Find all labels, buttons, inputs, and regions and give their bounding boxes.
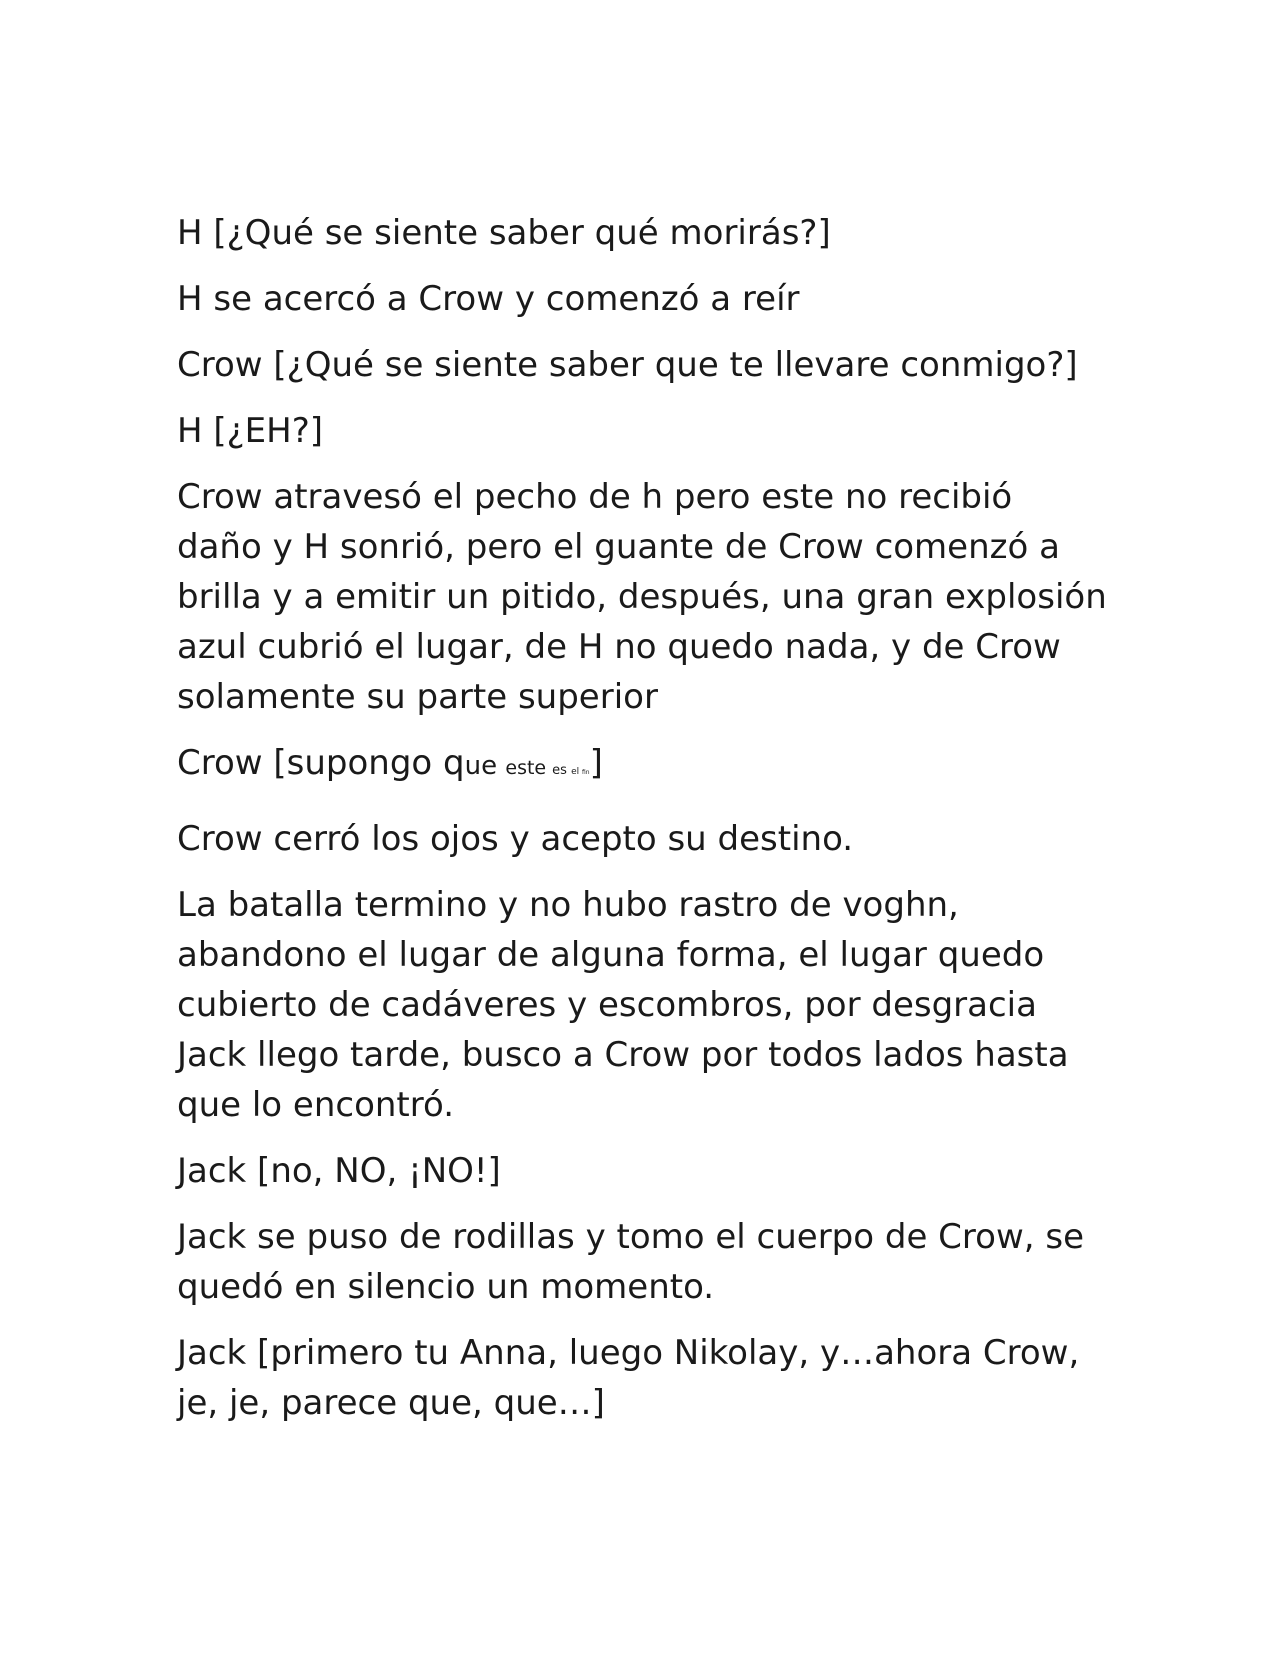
text-line: Crow [¿Qué se siente saber que te llevare conmigo?] <box>177 345 1078 385</box>
fading-text-el: el <box>571 767 582 777</box>
story-text <box>177 208 1117 1444</box>
text-line: Jack se puso de rodillas y tomo el cuerpo de Crow, se <box>177 1217 1084 1257</box>
text-line: Jack [no, NO, ¡NO!] <box>177 1151 501 1191</box>
text-line: daño y H sonrió, pero el guante de Crow comenzó a <box>177 527 1060 567</box>
text-line: Crow atravesó el pecho de h pero este no recibió <box>177 477 1013 517</box>
paragraph-1 <box>177 208 1117 258</box>
paragraph-9 <box>177 1212 1117 1312</box>
text-line: solamente su parte superior <box>177 677 658 717</box>
text-line: La batalla termino y no hubo rastro de voghn, <box>177 885 959 925</box>
fading-text-este: este <box>505 757 553 779</box>
fading-text-q: q <box>443 743 465 783</box>
fading-text-ue: ue <box>464 751 506 781</box>
paragraph-8 <box>177 1146 1117 1196</box>
fading-text-prefix: Crow [supongo <box>177 743 444 783</box>
paragraph-2 <box>177 274 1117 324</box>
text-line: H se acercó a Crow y comenzó a reír <box>177 279 800 319</box>
text-line: H [¿EH?] <box>177 411 324 451</box>
fading-text-line <box>177 738 1117 798</box>
text-line: cubierto de cadáveres y escombros, por desgracia <box>177 985 1037 1025</box>
text-line: je, je, parece que, que…] <box>177 1383 605 1423</box>
fading-text-close: ] <box>589 743 603 783</box>
text-line: Jack [primero tu Anna, luego Nikolay, y…ahora Crow, <box>177 1333 1080 1373</box>
fading-text-es: es <box>552 763 572 778</box>
text-line: brilla y a emitir un pitido, después, una gran explosión <box>177 577 1107 617</box>
text-line: quedó en silencio un momento. <box>177 1267 715 1307</box>
paragraph-3 <box>177 340 1117 390</box>
text-line: que lo encontró. <box>177 1085 454 1125</box>
text-line: azul cubrió el lugar, de H no quedo nada, y de Crow <box>177 627 1061 667</box>
fading-text-fin: fin <box>581 769 590 776</box>
paragraph-4 <box>177 406 1117 456</box>
paragraph-6 <box>177 814 1117 864</box>
paragraph-fading-line <box>177 738 1117 798</box>
text-line: Crow cerró los ojos y acepto su destino. <box>177 819 854 859</box>
paragraph-7 <box>177 880 1117 1130</box>
paragraph-5 <box>177 472 1117 722</box>
paragraph-10 <box>177 1328 1117 1428</box>
text-line: H [¿Qué se siente saber qué morirás?] <box>177 213 831 253</box>
text-line: Jack llego tarde, busco a Crow por todos lados hasta <box>177 1035 1069 1075</box>
text-line: abandono el lugar de alguna forma, el lugar quedo <box>177 935 1045 975</box>
